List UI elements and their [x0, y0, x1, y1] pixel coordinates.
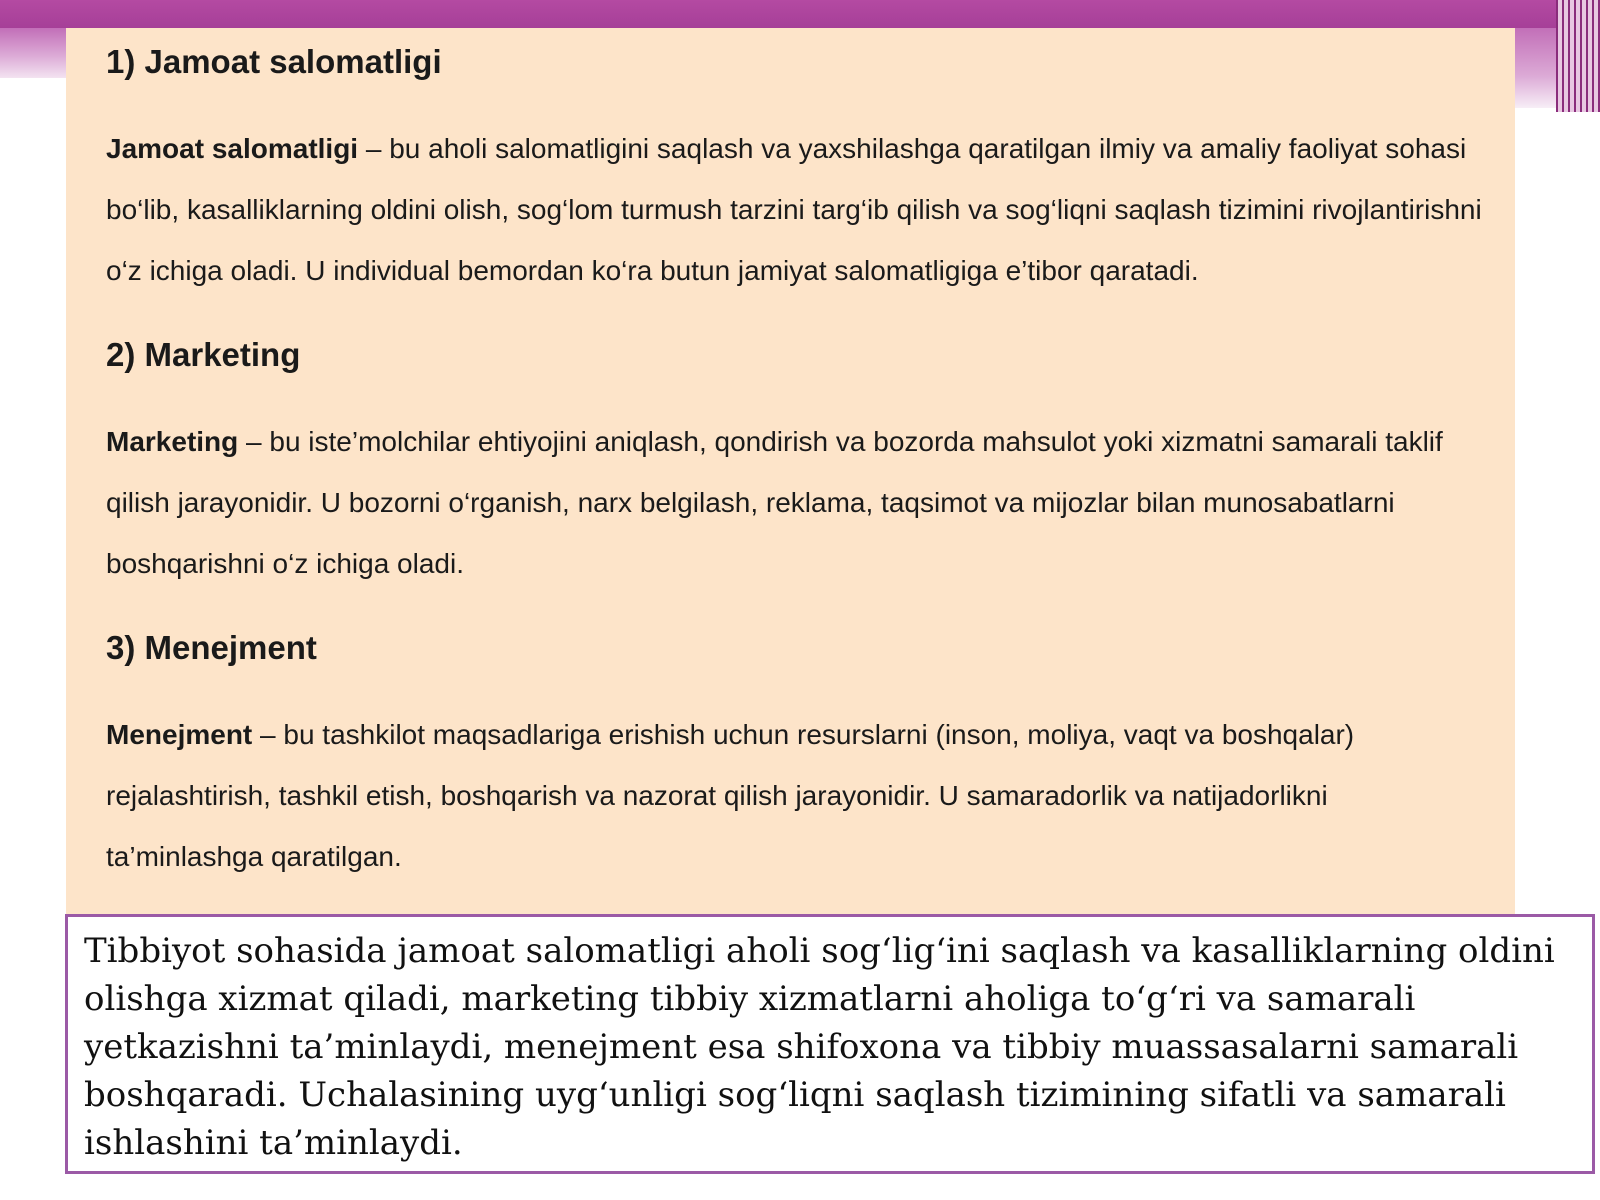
section-jamoat-salomatligi [106, 40, 1486, 301]
section-term: Jamoat salomatligi [106, 133, 359, 164]
right-decorative-lines [1556, 0, 1600, 112]
section-definition: – bu aholi salomatligini saqlash va yaxshilashga qaratilgan ilmiy va amaliy faoliyat sohasi bo‘lib, kasalliklarning oldini olish, sog‘lom turmush tarzini targ‘ib qilish va sog‘liqni saqlash tizimini rivojlantirishni o‘z ichiga oladi. U individual bemordan ko‘ra butun jamiyat salomatligiga e’tibor qaratadi. [106, 133, 1482, 286]
definitions-panel [66, 28, 1515, 916]
section-body [106, 118, 1486, 301]
section-term: Marketing [106, 426, 239, 457]
top-accent-band [0, 0, 1600, 28]
section-definition: – bu iste’molchilar ehtiyojini aniqlash, qondirish va bozorda mahsulot yoki xizmatni samarali taklif qilish jarayonidir. U bozorni o‘rganish, narx belgilash, reklama, taqsimot va mijozlar bilan munosabatlarni boshqarishni o‘z ichiga oladi. [106, 426, 1443, 579]
section-body [106, 411, 1486, 594]
summary-text: Tibbiyot sohasida jamoat salomatligi aholi sog‘lig‘ini saqlash va kasalliklarning oldini olishga xizmat qiladi, marketing tibbiy xizmatlarni aholiga to‘g‘ri va samarali yetkazishni ta’minlaydi, menejment esa shifoxona va tibbiy muassasalarni samarali boshqaradi. Uchalasining uyg‘unligi sog‘liqni saqlash tizimining sifatli va samarali ishlashini ta’minlaydi. [84, 931, 1555, 1163]
section-heading: 2) Marketing [106, 336, 301, 373]
section-body [106, 704, 1486, 887]
section-marketing [106, 333, 1486, 594]
section-definition: – bu tashkilot maqsadlariga erishish uchun resurslarni (inson, moliya, vaqt va boshqalar) rejalashtirish, tashkil etish, boshqarish va nazorat qilish jarayonidir. U samaradorlik va natijadorlikni ta’minlashga qaratilgan. [106, 719, 1355, 872]
left-decorative-shadow [0, 28, 66, 78]
summary-box [65, 914, 1595, 1174]
section-menejment [106, 626, 1486, 887]
section-heading: 1) Jamoat salomatligi [106, 43, 442, 80]
section-term: Menejment [106, 719, 253, 750]
section-heading: 3) Menejment [106, 629, 317, 666]
